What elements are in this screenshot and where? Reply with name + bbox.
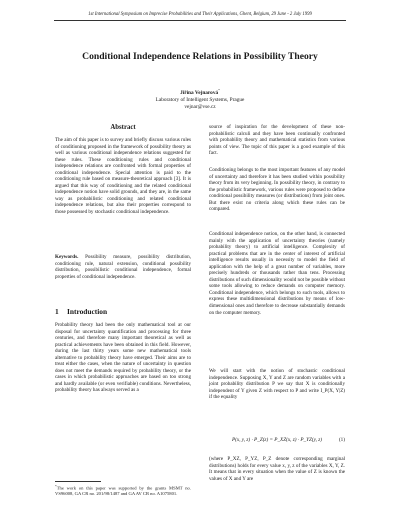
introduction-heading	[55, 307, 191, 316]
abstract-heading: Abstract	[110, 124, 136, 131]
keywords-label: Keywords.	[55, 254, 79, 260]
author-email: vejnar@vse.cz	[184, 104, 216, 111]
introduction-text: Probability theory had been the only mathematical tool at our disposal for uncertainty quantification and processing for three centuries, and therefore many important theoretical as well as practical achievements have been obtained in this field. However, during the last thirty years some new mathematical tools alternative to probability theory have emerged. Their aims are to treat either the cases, when the nature of uncertainty in question does not meet the demands required by probability theory, or the cases in which probabilistic approaches are based on too strong and hardly available (or even verifiable) conditions. Nevertheless, probability theory has always served as a	[55, 322, 191, 394]
right-paragraph-after-equation: (where P_XZ, P_YZ, P_Z denote corresponding marginal distributions) holds for every value x, y, z of the variables X, Y, Z. It means that in every situation when the value of Z is known the values of X and Y are	[209, 456, 345, 482]
footnote-mark: *	[55, 484, 57, 488]
equation-number: (1)	[338, 437, 345, 443]
author-affiliation: Laboratory of Intelligent Systems, Prague	[155, 97, 245, 104]
footnote-text: The work on this paper was supported by the grants MSMT no. VS96008, GA CR no. 201/98/1487 and GA AV CR no. A1075801.	[55, 485, 191, 497]
paper-title: Conditional Independence Relations in Possibility Theory	[82, 51, 318, 62]
keywords-text: Possibility measure, possibility distribution, conditioning rule, natural extension, conditional possibility distribution, possibilistic conditional independence, formal properties of conditional independence.	[55, 254, 191, 280]
author-footnote-mark: *	[218, 88, 220, 92]
right-paragraph-3: Conditional independence notion, on the other hand, is connected mainly with the application of uncertainty theories (namely probability theory) to artificial intelligence. Complexity of practical problems that are in the center of interest of artificial intelligence results usually in necessity to model the field of application with the help of a great number of variables, more precisely hundreds or thousands rather than tens. Processing distributions of such dimensionality would not be possible without some tools allowing to reduce demands on computer memory. Conditional independence, which belongs to such tools, allows to express these multidimensional distributions by means of low-dimensional ones and therefore to decrease substantially demands on the computer memory.	[209, 231, 345, 316]
author-name-line	[0, 87, 400, 97]
right-paragraph-4: We will start with the notion of stochastic conditional independence. Supposing X, Y and Z are random variables with a joint probability distribution P we say that X is conditionally independent of Y given Z with respect to P and write I_P(X, Y|Z) if the equality	[209, 368, 345, 401]
right-paragraph-1: source of inspiration for the development of these non-probabilistic calculi and they have been continually confronted with probability theory and mathematical statistics from various points of view. The topic of this paper is a good example of this fact.	[209, 124, 345, 157]
footnote-rule	[55, 481, 101, 482]
introduction-heading-text: Introduction	[67, 307, 108, 316]
author-block	[0, 87, 400, 112]
footnote	[55, 484, 191, 497]
right-paragraph-2: Conditioning belongs to the most important features of any model of uncertainty and therefore it has been studied within possibility theory from its very beginning. In possibility theory, in contrary to the probabilistic framework, various rules were proposed to define conditional possibility measures (or distributions) from joint ones. But there exist no criteria along which these rules can be compared.	[209, 167, 345, 213]
abstract-text: The aim of this paper is to survey and briefly discuss various rules of conditioning proposed in the framework of possibility theory as well as various conditional independence relations suggested for these rules. These conditioning rules and conditional independence relations are confronted with formal properties of conditional independence. Special attention is paid to the conditioning rule based on measure-theoretical approach [3]. It is argued that this way of conditioning and the related conditional independence notion have solid grounds, and they are, in the same way as probabilistic conditioning and related conditional independence relations, but also their properties correspond to those possessed by stochastic conditional independence.	[55, 137, 191, 216]
running-header: 1st International Symposium on Imprecise Probabilities and Their Applications, Ghent, Belgium, 29 June - 2 July 1999	[88, 12, 312, 17]
section-number: 1	[55, 307, 59, 316]
header-rule	[54, 20, 346, 21]
equation-1	[209, 437, 345, 443]
keywords-paragraph	[55, 254, 191, 314]
author-name: Jiřina Vejnarová	[180, 89, 219, 96]
equation-body: P(x, y, z) · P_Z(z) = P_XZ(x, z) · P_YZ(y, z)	[232, 437, 322, 443]
